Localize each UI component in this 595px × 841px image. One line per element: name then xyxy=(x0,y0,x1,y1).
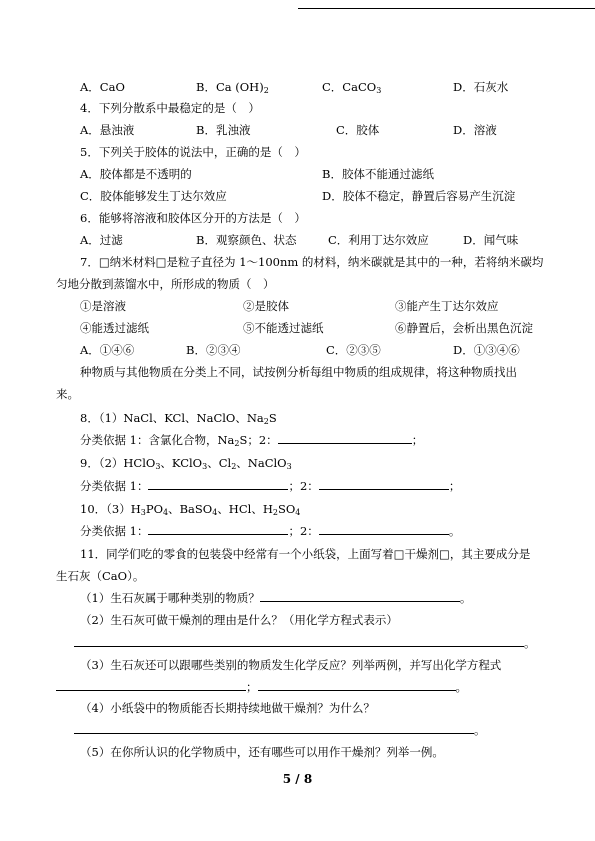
q3-option-d: D．石灰水 xyxy=(453,80,509,94)
q10-answer-blank-2[interactable] xyxy=(319,524,449,535)
q4-option-c: C．胶体 xyxy=(336,123,380,137)
q11-part1-blank[interactable] xyxy=(260,591,460,602)
q11-part3-blank-1[interactable] xyxy=(56,680,246,691)
q11-part1: （1）生石灰属于哪种类别的物质？ 。 xyxy=(80,591,472,605)
q6-option-b: B．观察颜色、状态 xyxy=(196,233,297,247)
q7-item-2: ②是胶体 xyxy=(243,299,289,313)
q7-item-4: ④能透过滤纸 xyxy=(80,321,149,335)
q7-item-5: ⑤不能透过滤纸 xyxy=(243,321,324,335)
q4-option-a: A．悬浊液 xyxy=(80,123,135,137)
q7-stem-line2: 匀地分散到蒸馏水中，所形成的物质（ ） xyxy=(56,277,275,291)
page-number: 5 / 8 xyxy=(282,772,313,786)
q7-item-6: ⑥静置后，会析出黑色沉淀 xyxy=(395,321,533,335)
q6-option-a: A．过滤 xyxy=(80,233,123,247)
q3-option-c: C．CaCO$_3$ xyxy=(322,80,382,95)
q5-option-b: B．胶体不能通过滤纸 xyxy=(322,167,434,181)
q3-option-b: B．Ca $(OH)_2$ xyxy=(196,80,269,95)
q11-stem-line1: 11．同学们吃的零食的包装袋中经常有一个小纸袋，上面写着□干燥剂□，其主要成分是 xyxy=(80,547,531,561)
q11-part2-answer-line: 。 xyxy=(74,636,536,650)
q6-stem: 6．能够将溶液和胶体区分开的方法是（ ） xyxy=(80,211,306,225)
q8-stem: 8．（1）NaCl、KCl、NaClO、$Na_2S$ xyxy=(80,411,277,426)
q9-stem: 9．（2）HClO$_3$、KClO$_3$、$Cl_2$、NaClO$_3$ xyxy=(80,456,292,471)
q7-option-c: C．②③⑤ xyxy=(326,343,381,357)
q7-item-3: ③能产生丁达尔效应 xyxy=(395,299,499,313)
q11-part5: （5）在你所认识的化学物质中，还有哪些可以用作干燥剂？列举一例。 xyxy=(80,745,444,759)
q10-basis: 分类依据 1： ；2： 。 xyxy=(80,524,461,538)
q5-stem: 5．下列关于胶体的说法中，正确的是（ ） xyxy=(80,145,306,159)
q9-basis: 分类依据 1： ；2： ； xyxy=(80,479,461,493)
intro-line1: 种物质与其他物质在分类上不同，试按例分析每组中物质的组成规律，将这种物质找出 xyxy=(80,365,517,379)
q9-answer-blank-1[interactable] xyxy=(148,479,288,490)
intro-line2: 来。 xyxy=(56,387,79,401)
q7-option-d: D．①③④⑥ xyxy=(453,343,520,357)
q4-stem: 4．下列分散系中最稳定的是（ ） xyxy=(80,101,260,115)
q4-option-b: B．乳浊液 xyxy=(196,123,251,137)
q5-option-d: D．胶体不稳定，静置后容易产生沉淀 xyxy=(322,189,516,203)
q11-part4-blank[interactable] xyxy=(74,723,474,734)
q10-stem: 10．$(3)H_3PO_4$、BaSO$_4$、HCl、$H_2SO_4$ xyxy=(80,502,301,517)
q6-option-d: D．闻气味 xyxy=(463,233,519,247)
q8-answer-blank[interactable] xyxy=(278,433,412,444)
q7-stem-line1: 7．□纳米材料□是粒子直径为 1～100nm 的材料，纳米碳就是其中的一种，若将纳米碳均 xyxy=(80,255,544,269)
q10-answer-blank-1[interactable] xyxy=(148,524,288,535)
q11-part3-answer-line: ； 。 xyxy=(56,680,467,694)
q5-option-c: C．胶体能够发生丁达尔效应 xyxy=(80,189,227,203)
q11-stem-line2: 生石灰（CaO）。 xyxy=(56,569,145,583)
q3-option-a: A．CaO xyxy=(80,80,125,94)
q11-part2: （2）生石灰可做干燥剂的理由是什么？（用化学方程式表示） xyxy=(80,613,398,627)
q11-part3-blank-2[interactable] xyxy=(258,680,456,691)
q7-option-a: A．①④⑥ xyxy=(80,343,135,357)
q11-part4: （4）小纸袋中的物质能否长期持续地做干燥剂？为什么？ xyxy=(80,701,375,715)
q8-basis: 分类依据 1：含氯化合物，$Na_2S$；2： ； xyxy=(80,433,424,448)
header-rule xyxy=(298,8,595,9)
q11-part2-blank[interactable] xyxy=(74,636,524,647)
q7-item-1: ①是溶液 xyxy=(80,299,126,313)
q6-option-c: C．利用丁达尔效应 xyxy=(328,233,429,247)
q7-option-b: B．②③④ xyxy=(186,343,241,357)
q11-part3: （3）生石灰还可以跟哪些类别的物质发生化学反应？列举两例，并写出化学方程式 xyxy=(80,658,502,672)
q5-option-a: A．胶体都是不透明的 xyxy=(80,167,192,181)
q9-answer-blank-2[interactable] xyxy=(319,479,449,490)
q4-option-d: D．溶液 xyxy=(453,123,497,137)
q11-part4-answer-line: 。 xyxy=(74,723,486,737)
